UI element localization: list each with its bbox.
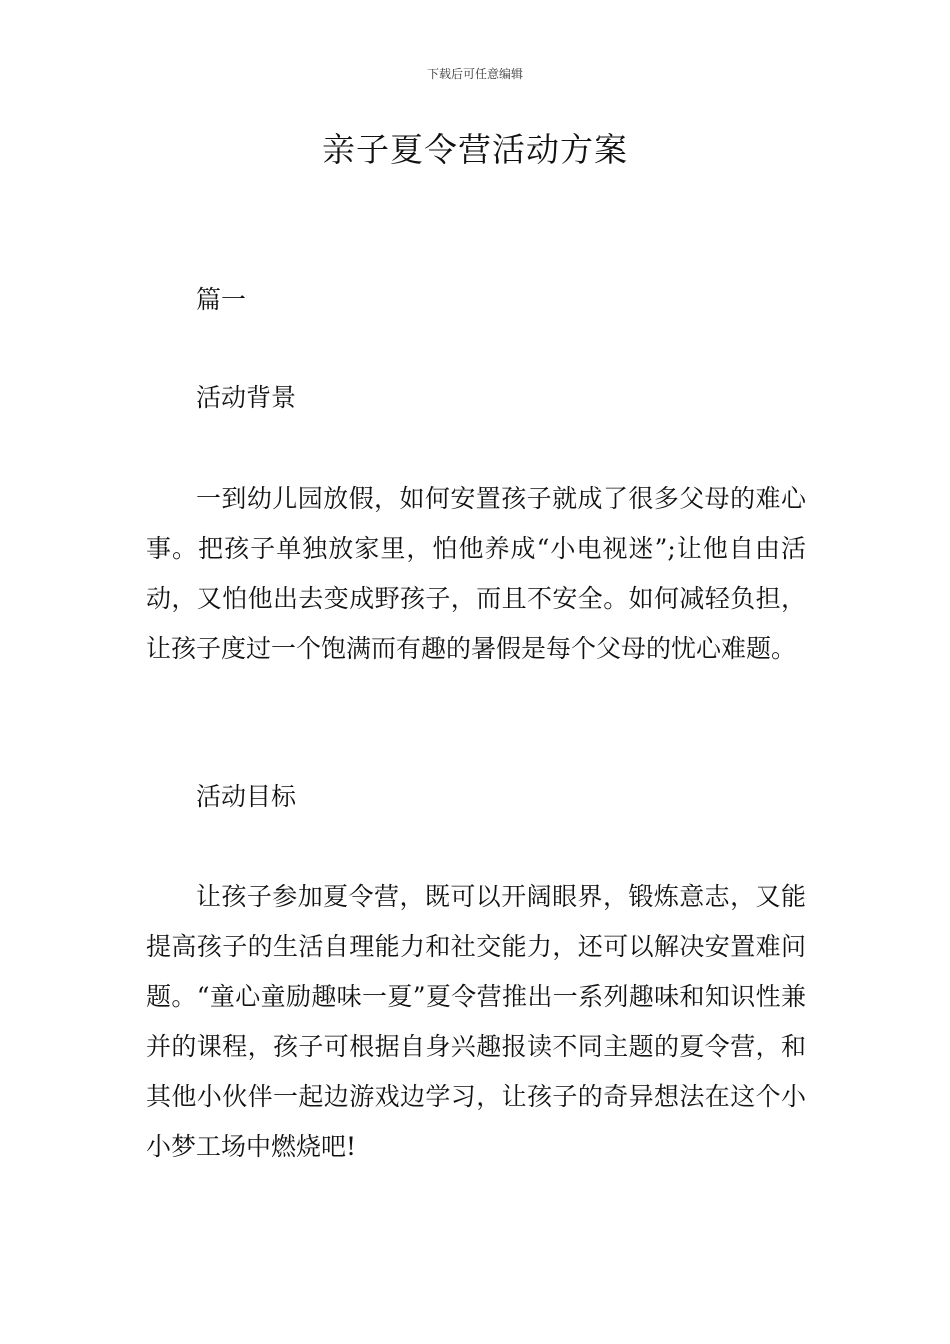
section-body-goals: 让孩子参加夏令营，既可以开阔眼界，锻炼意志，又能提高孩子的生活自理能力和社交能力，还可以解决安置难问题。“童心童励趣味一夏”夏令营推出一系列趣味和知识性兼并的课程，孩子可根据自身兴趣报读不同主题的夏令营，和其他小伙伴一起边游戏边学习，让孩子的奇异想法在这个小小梦工场中燃烧吧!: [146, 882, 806, 1161]
section-heading-background: 活动背景: [196, 383, 297, 412]
document-title: 亲子夏令营活动方案: [322, 130, 628, 169]
section-body-background: 一到幼儿园放假，如何安置孩子就成了很多父母的难心事。把孩子单独放家里，怕他养成“小电视迷”;让他自由活动，又怕他出去变成野孩子，而且不安全。如何减轻负担，让孩子度过一个饱满而有趣的暑假是每个父母的忧心难题。: [146, 484, 806, 663]
section-heading-goals: 活动目标: [196, 782, 297, 811]
header-note: 下载后可任意编辑: [426, 67, 523, 81]
part-label: 篇一: [196, 285, 247, 314]
